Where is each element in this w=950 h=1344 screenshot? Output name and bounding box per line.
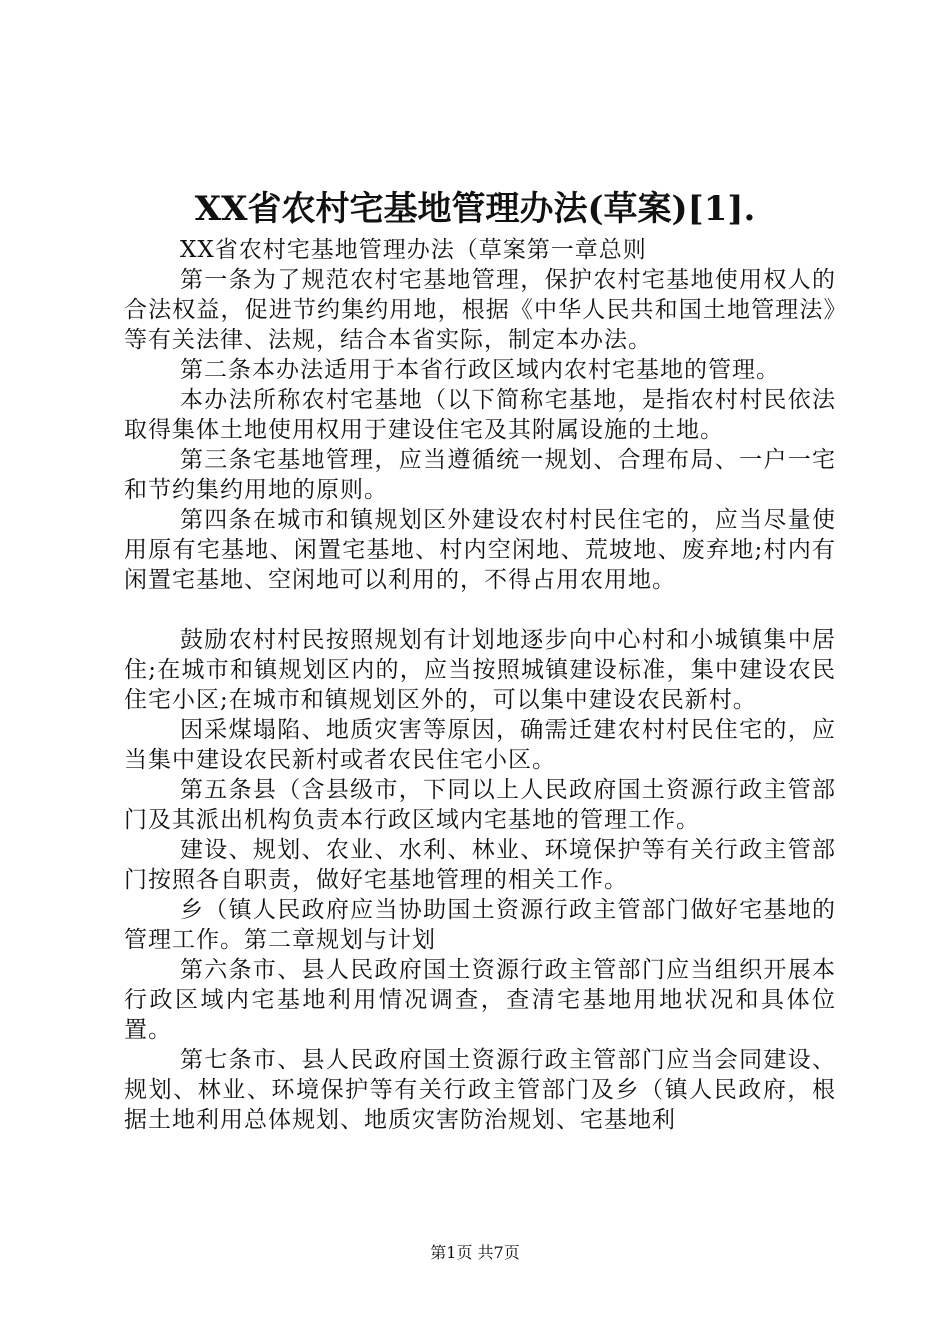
document-body — [124, 235, 836, 1135]
paragraph-article-2: 第二条本办法适用于本省行政区域内农村宅基地的管理。 — [180, 357, 780, 383]
paragraph-encourage: 鼓励农村村民按照规划有计划地逐步向中心村和小城镇集中居住;在城市和镇规划区内的，应当按照城镇建设标准，集中建设农民住宅小区;在城市和镇规划区外的，可以集中建设农民新村。 — [124, 627, 836, 713]
document-title: XX省农村宅基地管理办法(草案)[1]. — [194, 189, 756, 229]
paragraph-article-3: 第三条宅基地管理，应当遵循统一规划、合理布局、一户一宅和节约集约用地的原则。 — [124, 447, 836, 503]
paragraph-departments: 建设、规划、农业、水利、林业、环境保护等有关行政主管部门按照各自职责，做好宅基地管理的相关工作。 — [124, 837, 836, 893]
paragraph-article-6: 第六条市、县人民政府国土资源行政主管部门应当组织开展本行政区域内宅基地利用情况调查，查清宅基地用地状况和具体位置。 — [124, 957, 836, 1043]
paragraph-article-4: 第四条在城市和镇规划区外建设农村村民住宅的，应当尽量使用原有宅基地、闲置宅基地、村内空闲地、荒坡地、废弃地;村内有闲置宅基地、空闲地可以利用的，不得占用农用地。 — [124, 507, 836, 593]
paragraph-article-7: 第七条市、县人民政府国土资源行政主管部门应当会同建设、规划、林业、环境保护等有关行政主管部门及乡（镇人民政府，根据土地利用总体规划、地质灾害防治规划、宅基地利 — [124, 1047, 836, 1133]
paragraph-article-1: 第一条为了规范农村宅基地管理，保护农村宅基地使用权人的合法权益，促进节约集约用地，根据《中华人民共和国土地管理法》等有关法律、法规，结合本省实际，制定本办法。 — [124, 267, 836, 353]
paragraph-township: 乡（镇人民政府应当协助国土资源行政主管部门做好宅基地的管理工作。第二章规划与计划 — [124, 897, 836, 953]
paragraph-definition: 本办法所称农村宅基地（以下简称宅基地，是指农村村民依法取得集体土地使用权用于建设住宅及其附属设施的土地。 — [124, 387, 836, 443]
paragraph-heading: XX省农村宅基地管理办法（草案第一章总则 — [180, 237, 647, 263]
page-number: 第1页 共7页 — [430, 1243, 520, 1262]
paragraph-article-5: 第五条县（含县级市，下同以上人民政府国土资源行政主管部门及其派出机构负责本行政区域内宅基地的管理工作。 — [124, 777, 836, 833]
paragraph-relocation: 因采煤塌陷、地质灾害等原因，确需迁建农村村民住宅的，应当集中建设农民新村或者农民住宅小区。 — [124, 717, 836, 773]
